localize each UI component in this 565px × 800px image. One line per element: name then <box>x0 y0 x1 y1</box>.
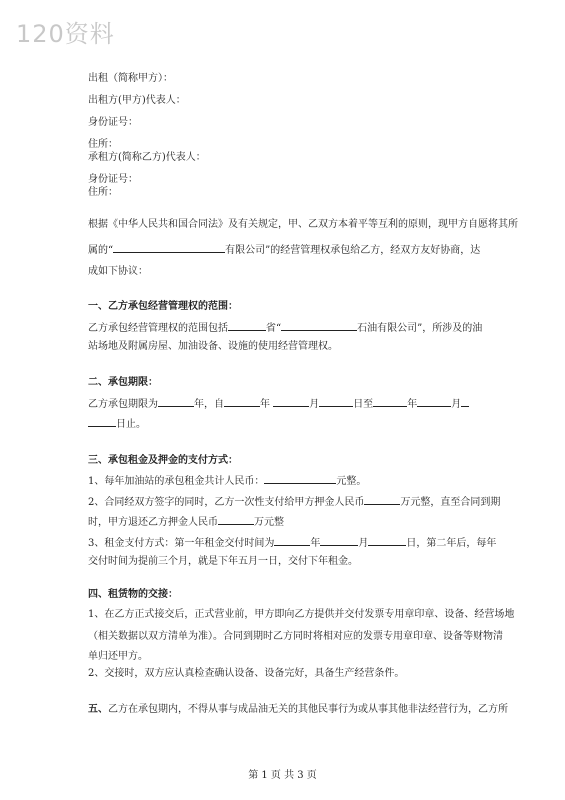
s2-text: 月 <box>309 399 320 410</box>
lessee-rep-line: 承租方(简称乙方)代表人： <box>88 152 206 163</box>
intro-line-1: 根据《中华人民共和国合同法》及有关规定，甲、乙双方本着平等互利的原则，现甲方自愿将其所 <box>88 219 518 230</box>
intro-text: 有限公司”的经营管理权承包给乙方，经双方友好协商，达 <box>225 245 481 256</box>
s3-text: 年 <box>310 538 321 549</box>
section-4-line-4: 2、交接时，双方应认真检查确认设备、设备完好，具备生产经营条件。 <box>88 668 405 679</box>
lessor-rep-line: 出租方(甲方)代表人： <box>88 95 186 106</box>
section-1-title: 一、乙方承包经营管理权的范围： <box>88 301 238 312</box>
section-1-line-1 <box>88 320 482 336</box>
section-3-line-3 <box>88 514 284 530</box>
company-blank <box>113 242 225 253</box>
s3-text: 月 <box>358 538 369 549</box>
start-year-blank <box>224 396 260 407</box>
page-footer: 第 1 页 共 3 页 <box>248 770 317 781</box>
intro-line-2 <box>88 242 480 258</box>
start-month-blank <box>273 396 309 407</box>
pay-year-blank <box>274 535 310 546</box>
watermark: 120资料 <box>16 20 115 48</box>
s5-text: 乙方在承包期内，不得从事与成品油无关的其他民事行为或从事其他非法经营行为，乙方所 <box>108 704 508 715</box>
s3-text: 万元整 <box>254 517 284 528</box>
section-3-line-1 <box>88 473 366 489</box>
lessee-id-line: 身份证号： <box>88 174 138 185</box>
pay-month-blank <box>320 535 358 546</box>
section-4-line-3: 单归还甲方。 <box>88 651 148 662</box>
deposit-blank <box>364 494 400 505</box>
section-4-line-2: （相关数据以双方清单为准）。合同到期时乙方同时将相对应的发票专用章印章、设备等财物清 <box>88 631 503 642</box>
end-day-blank-start <box>461 396 469 407</box>
lessee-address-line: 住所： <box>88 187 118 198</box>
s3-text: 1、每年加油站的承包租金共计人民币： <box>88 476 265 487</box>
s2-text: 乙方承包期限为 <box>88 399 158 410</box>
section-2-title: 二、承包期限： <box>88 377 158 388</box>
s2-text: 年 <box>407 399 418 410</box>
s3-text: 3、租金支付方式：第一年租金交付时间为 <box>88 538 275 549</box>
end-day-blank <box>88 416 116 427</box>
s3-text: 日，第二年后，每年 <box>406 538 497 549</box>
lessor-line: 出租（简称甲方）： <box>88 73 173 84</box>
term-years-blank <box>158 396 194 407</box>
start-day-blank <box>319 396 353 407</box>
end-month-blank <box>417 396 451 407</box>
s2-text: 年，自 <box>194 399 224 410</box>
lessor-address-line: 住所： <box>88 139 118 150</box>
section-2-line-2 <box>88 416 146 432</box>
section-4-title: 四、租赁物的交接： <box>88 589 178 600</box>
s2-text: 日止。 <box>116 419 146 430</box>
section-4-line-1: 1、在乙方正式接交后，正式营业前，甲方即向乙方提供并交付发票专用章印章、设备、经营场地 <box>88 609 515 620</box>
section-2-line-1 <box>88 396 469 412</box>
s1-text: 省“ <box>266 323 282 334</box>
s1-text: 石油有限公司”，所涉及的油 <box>357 323 483 334</box>
province-blank <box>228 320 266 331</box>
s2-text: 月 <box>451 399 462 410</box>
intro-line-3: 成如下协议： <box>88 266 148 277</box>
section-5-line-1 <box>88 703 508 717</box>
section-3-line-4 <box>88 535 496 551</box>
s3-text: 万元整，直至合同到期 <box>400 497 501 508</box>
section-5-number: 五、 <box>88 704 108 715</box>
s2-text: 年 <box>260 399 270 410</box>
section-1-line-2: 站场地及附属房屋、加油设备、设施的使用经营管理权。 <box>88 341 338 352</box>
deposit-refund-blank <box>218 514 254 525</box>
s2-text: 日至 <box>353 399 374 410</box>
annual-rent-blank <box>264 473 336 484</box>
lessor-id-line: 身份证号： <box>88 117 138 128</box>
oil-company-blank <box>281 320 357 331</box>
end-year-blank <box>373 396 407 407</box>
section-3-line-2 <box>88 494 500 510</box>
intro-text: 属的“ <box>88 245 114 256</box>
section-3-line-5: 交付时间为提前三个月，就是下年五月一日，交付下年租金。 <box>88 556 358 567</box>
section-3-title: 三、承包租金及押金的支付方式： <box>88 455 238 466</box>
s1-text: 乙方承包经营管理权的范围包括 <box>88 323 228 334</box>
pay-day-blank <box>368 535 406 546</box>
s3-text: 2、合同经双方签字的同时，乙方一次性支付给甲方押金人民币 <box>88 497 365 508</box>
s3-text: 时，甲方退还乙方押金人民币 <box>88 517 218 528</box>
s3-text: 元整。 <box>336 476 367 487</box>
